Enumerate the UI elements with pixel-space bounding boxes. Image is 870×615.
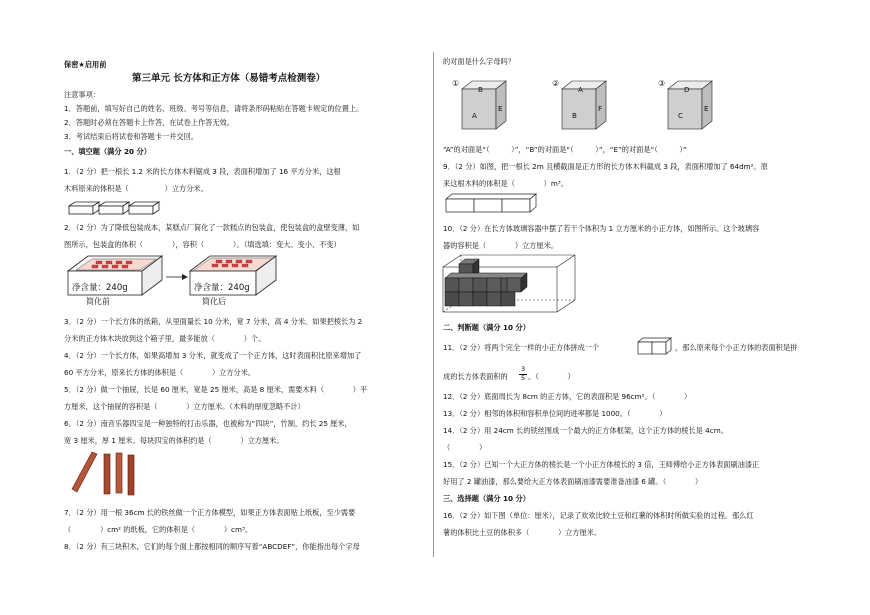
question-15-line-2: 好用了 2 罐油漆，那么要给大正方体表面刷油漆需要准备油漆 6 罐。（ ） [443, 477, 703, 486]
question-1-line-1: 1．（2 分）把一根长 1.2 米的长方体木料锯成 3 段，表面积增加了 16 平方分米，这根 [64, 167, 341, 176]
question-13: 13．（2 分）相邻的体积和容积单位间的进率都是 1000。（ ） [443, 409, 667, 418]
notice-item-2: 2．答题时必须在答题卡上作答，在试卷上作答无效。 [64, 118, 234, 127]
glass-container-figure [441, 253, 581, 315]
section-fill-blank: 一、填空题（满分 20 分） [64, 147, 151, 156]
question-7-line-2: （ ）cm² 的纸板，它的体积是（ ）cm³。 [64, 525, 253, 534]
notice-item-1: 1．答题前，填写好自己的姓名、班级、考号等信息，请将条形码粘贴在答题卡规定的位置上。 [64, 104, 364, 113]
question-6-line-2: 宽 3 厘米，厚 1 厘米。每块四宝的体积约是（ ）立方厘米。 [64, 436, 284, 445]
fraction-denominator: 5 [521, 374, 526, 382]
question-2-line-1: 2．（2 分）为了降低包装成本，某糕点厂简化了一款糕点的包装盒，使包装盒的盒壁变薄，如 [64, 223, 360, 232]
box-1-net-weight: 净含量：240g [72, 283, 128, 293]
notice-item-3: 3．考试结束后将试卷和答题卡一并交回。 [64, 132, 198, 141]
question-7-line-1: 7．（2 分）用一根 36cm 长的铁丝做一个正方体模型，如果正方体表面贴上纸板，至少需要 [64, 508, 356, 517]
cube-1-side-letter: E [498, 104, 503, 113]
question-16-line-2: 薯的体积比土豆的体积多（ ）立方厘米。 [443, 528, 602, 537]
question-4-line-2: 60 平方分米，原来长方体的体积是（ ）立方分米。 [64, 368, 256, 377]
cube-3-side-letter: E [704, 104, 709, 113]
question-10-line-1: 10．（2 分）在长方体玻璃容器中摆了若干个体积为 1 立方厘米的小正方体，如图所示。这个玻璃容 [443, 224, 760, 233]
cube-2-side-letter: F [598, 104, 603, 113]
question-16-line-1: 16．（2 分）如下图（单位：厘米），记录了欢欢比较土豆和红薯的体积时所做实验的过程。那么红 [443, 511, 754, 520]
wood-beam-figure [66, 200, 162, 218]
cube-3-number: ③ [658, 79, 666, 88]
question-10-line-2: 器的容积是（ ）立方厘米。 [443, 241, 559, 250]
question-12: 12．（2 分）底面周长为 8cm 的正方体，它的表面积是 96cm²。（ ） [443, 392, 692, 401]
letter-cubes-figure [446, 77, 736, 139]
question-11-line-2: 成的长方体表面积的 [443, 372, 508, 381]
question-11-line-1: 11．（2 分）将两个完全一样的小正方体拼成一个 [443, 343, 600, 352]
question-11-line-1-cont: ，那么原来每个小正方体的表面积是拼 [675, 343, 798, 352]
box-2-net-weight: 净含量：240g [194, 283, 250, 293]
question-14-line-1: 14．（2 分）用 24cm 长的铁丝围成一个最大的正方体框架，这个正方体的棱长是 4cm。 [443, 426, 728, 435]
question-9-line-1: 9．（2 分）如图，把一根长 2m 且横截面是正方形的长方体木料截成 3 段，表面积增加了 64dm²。原 [443, 162, 768, 171]
cube-3-top-letter: D [684, 85, 690, 94]
column-divider [433, 52, 434, 557]
cube-1-top-letter: B [478, 85, 483, 94]
cube-2-number: ② [552, 79, 560, 88]
cube-2-top-letter: A [578, 85, 583, 94]
timber-beam-figure [443, 192, 543, 216]
question-5-line-1: 5．（2 分）做一个抽屉，长是 60 厘米，宽是 25 厘米，高是 8 厘米，需要木料（ ）平 [64, 385, 368, 394]
fraction-numerator: 3 [521, 365, 526, 373]
question-3-line-2: 分米的正方体木块放到这个箱子里，最多能放（ ）个。 [64, 334, 266, 343]
section-true-false: 二、判断题（满分 10 分） [443, 323, 530, 332]
caption-before: 简化前 [86, 297, 110, 306]
question-2-line-2: 图所示，包装盒的体积（ ），容积（ ）。（填选填：变大、变小、不变） [64, 240, 341, 249]
question-6-line-1: 6．（2 分）南音乐器四宝是一种独特的打击乐器，也被称为“四块”，竹制，约长 25 厘米， [64, 419, 352, 428]
cube-1-number: ① [452, 79, 460, 88]
question-8-line-1: 8．（2 分）有三块积木，它们的每个面上都按相同的顺序写着“ABCDEF”，你能指出每个字母 [64, 542, 360, 551]
caption-after: 简化后 [202, 297, 226, 306]
notice-heading: 注意事项： [64, 90, 100, 99]
question-5-line-2: 方厘米，这个抽屉的容积是（ ）立方厘米。（木料的厚度忽略不计） [64, 402, 305, 411]
secret-label: 保密★启用前 [64, 60, 107, 69]
question-14-line-2: （ ） [443, 443, 487, 452]
question-15-line-1: 15．（2 分）已知一个大正方体的棱长是一个小正方体棱长的 3 倍，王师傅给小正方体表面刷油漆正 [443, 460, 760, 469]
bamboo-clappers-figure [70, 449, 142, 499]
question-9-line-2: 来这根木料的体积是（ ）m³。 [443, 179, 568, 188]
page-title: 第三单元 长方体和正方体（易错考点检测卷） [132, 73, 326, 84]
question-4-line-1: 4．（2 分）一个长方体，如果高增加 3 分米，就变成了一个正方体，这时表面积比原来增加了 [64, 351, 362, 360]
question-3-line-1: 3．（2 分）一个长方体的纸箱，从里面量长 10 分米，宽 7 分米，高 4 分米。如果把棱长为 2 [64, 317, 363, 326]
question-8-line-2: 的对面是什么字母吗？ [443, 57, 515, 66]
question-1-line-2: 木料原来的体积是（ ）立方分米。 [64, 184, 208, 193]
section-multiple-choice: 三、选择题（满分 10 分） [443, 494, 530, 503]
question-8-line-3: “A”的对面是“（ ）”，“B”的对面是“（ ）”，“E”的对面是“（ ）” [443, 145, 687, 154]
cube-2-front-letter: B [572, 111, 577, 120]
question-11-blank: 。（ ） [528, 372, 575, 381]
cube-1-front-letter: A [472, 111, 477, 120]
cube-3-front-letter: C [678, 111, 684, 120]
two-cubes-figure [636, 336, 674, 356]
